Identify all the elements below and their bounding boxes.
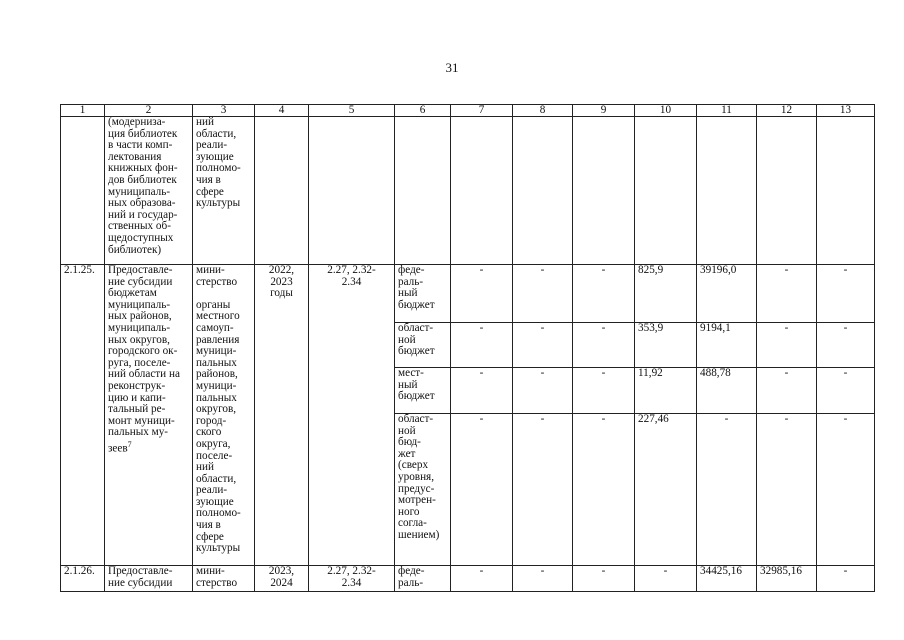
source-name: мест- ный бюджет (395, 368, 451, 414)
value-cell: - (451, 323, 513, 368)
value-cell: - (757, 414, 817, 566)
value-cell: - (513, 323, 573, 368)
value-cell: 227,46 (635, 414, 697, 566)
row-indicators: 2.27, 2.32- 2.34 (309, 265, 395, 566)
source-name: феде- раль- (395, 566, 451, 592)
value-cell: - (817, 265, 875, 323)
value-cell: - (451, 566, 513, 592)
source-name: феде- раль- ный бюджет (395, 265, 451, 323)
header-cell: 2 (105, 105, 193, 117)
value-cell: 11,92 (635, 368, 697, 414)
header-cell: 10 (635, 105, 697, 117)
value-cell: - (757, 368, 817, 414)
header-cell: 3 (193, 105, 255, 117)
value-cell: - (817, 323, 875, 368)
value-cell: - (513, 265, 573, 323)
row-name: Предоставле- ние субсидии бюджетам муниципаль- ных районов, муниципаль- ных округов, городского ок- руга, поселе- ний области на реконструк- цию и капи- тальный ре- монт муници- пальных му- зеев$^7$ (105, 265, 193, 566)
value-cell: - (757, 323, 817, 368)
value-cell: - (573, 368, 635, 414)
header-cell: 6 (395, 105, 451, 117)
header-cell: 4 (255, 105, 309, 117)
row-name: Предоставле- ние субсидии (105, 566, 193, 592)
value-cell: 825,9 (635, 265, 697, 323)
row-executor: мини- стерство (193, 566, 255, 592)
value-cell: - (451, 414, 513, 566)
value-cell: - (817, 414, 875, 566)
value-cell: - (573, 265, 635, 323)
value-cell: 32985,16 (757, 566, 817, 592)
value-cell: 353,9 (635, 323, 697, 368)
value-cell: - (513, 566, 573, 592)
value-cell: - (513, 368, 573, 414)
continuation-row (61, 117, 875, 265)
value-cell: - (635, 566, 697, 592)
value-cell: - (757, 265, 817, 323)
header-cell: 1 (61, 105, 105, 117)
value-cell: 9194,1 (697, 323, 757, 368)
continuation-executor: ний области, реали- зующие полномо- чия в сфере культуры (193, 117, 255, 265)
value-cell: - (573, 323, 635, 368)
table-row (61, 265, 875, 323)
table-row (61, 566, 875, 592)
header-row (61, 105, 875, 117)
continuation-name: (модерниза- ция библиотек в части комп- лектования книжных фон- дов библиотек муниципаль- ных образова- ний и государ- ственных об- щедоступных библиотек) (105, 117, 193, 265)
header-cell: 9 (573, 105, 635, 117)
header-cell: 5 (309, 105, 395, 117)
row-years: 2023, 2024 (255, 566, 309, 592)
header-cell: 7 (451, 105, 513, 117)
row-number: 2.1.26. (61, 566, 105, 592)
value-cell: - (513, 414, 573, 566)
value-cell: - (573, 414, 635, 566)
source-name: област- ной бюд- жет (сверх уровня, предус- мотрен- ного согла- шением) (395, 414, 451, 566)
row-executor: мини- стерство органы местного самоуп- равления муници- пальных районов, муници- пальных округов, город- ского округа, поселе- ний области, реали- зующие полномо- чия в сфере культуры (193, 265, 255, 566)
page-number: 31 (445, 60, 459, 75)
row-indicators: 2.27, 2.32- 2.34 (309, 566, 395, 592)
header-cell: 11 (697, 105, 757, 117)
header-cell: 8 (513, 105, 573, 117)
value-cell: - (817, 566, 875, 592)
value-cell: - (817, 368, 875, 414)
budget-table (60, 104, 875, 592)
row-number: 2.1.25. (61, 265, 105, 566)
value-cell: 34425,16 (697, 566, 757, 592)
value-cell: - (451, 368, 513, 414)
value-cell: 39196,0 (697, 265, 757, 323)
source-name: област- ной бюджет (395, 323, 451, 368)
value-cell: 488,78 (697, 368, 757, 414)
header-cell: 12 (757, 105, 817, 117)
footnote-mark: 7 (127, 439, 132, 449)
value-cell: - (573, 566, 635, 592)
value-cell: - (451, 265, 513, 323)
row-years: 2022, 2023 годы (255, 265, 309, 566)
header-cell: 13 (817, 105, 875, 117)
value-cell: - (697, 414, 757, 566)
